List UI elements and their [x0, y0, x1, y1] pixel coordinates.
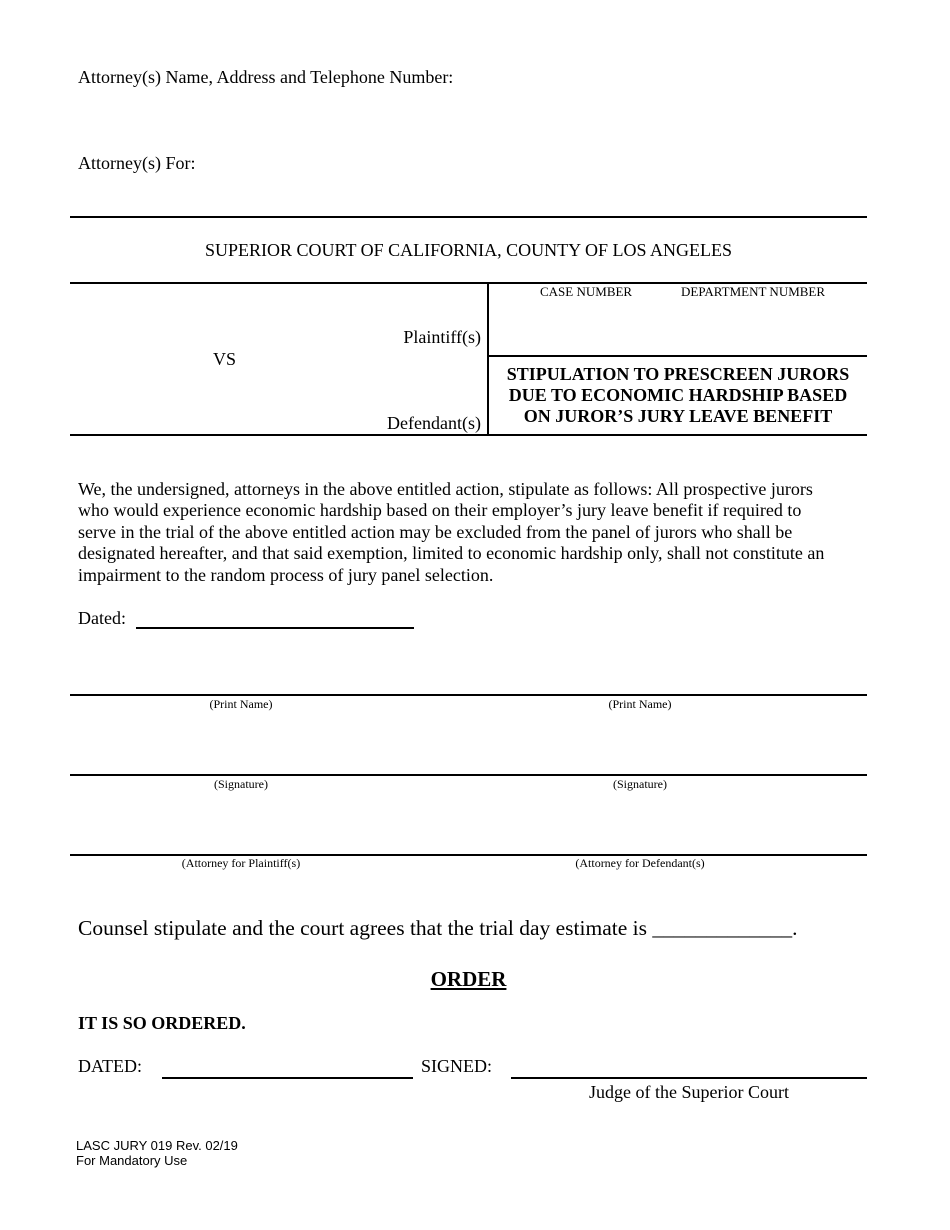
form-title-line2: DUE TO ECONOMIC HARDSHIP BASED [508, 385, 848, 405]
judge-label: Judge of the Superior Court [589, 1082, 789, 1102]
department-number-label: DEPARTMENT NUMBER [681, 284, 826, 299]
attorney-info-label: Attorney(s) Name, Address and Telephone Number: [78, 67, 454, 87]
plaintiff-label: Plaintiff(s) [403, 327, 481, 347]
signature-right-caption: (Signature) [613, 777, 667, 791]
defendant-label: Defendant(s) [387, 413, 481, 433]
attorney-defendant-caption: (Attorney for Defendant(s) [575, 856, 705, 870]
print-name-line[interactable] [70, 694, 867, 696]
judge-signature-field[interactable] [511, 1077, 867, 1079]
form-id: LASC JURY 019 Rev. 02/19 [76, 1138, 238, 1153]
paragraph-line: who would experience economic hardship based on their employer’s jury leave benefit if required to [78, 500, 802, 521]
form-footer [76, 1138, 238, 1168]
form-title-line3: ON JUROR’S JURY LEAVE BENEFIT [523, 406, 833, 426]
order-heading: ORDER [430, 967, 507, 991]
order-dated-field[interactable] [162, 1077, 413, 1079]
form-title-line1: STIPULATION TO PRESCREEN JURORS [506, 364, 850, 384]
order-dated-label: DATED: [78, 1056, 142, 1076]
vs-label: VS [213, 349, 237, 369]
signature-left-caption: (Signature) [214, 777, 268, 791]
stipulation-paragraph [78, 479, 868, 586]
paragraph-line: We, the undersigned, attorneys in the above entitled action, stipulate as follows: All prospective jurors [78, 479, 813, 499]
paragraph-line: designated hereafter, and that said exemption, limited to economic hardship only, shall not constitute an [78, 543, 825, 564]
dated-label: Dated: [78, 608, 126, 628]
paragraph-line: serve in the trial of the above entitled action may be excluded from the panel of jurors who shall be [78, 521, 793, 542]
print-name-left-caption: (Print Name) [209, 697, 273, 711]
caption-bottom-rule [70, 434, 867, 436]
paragraph-line: impairment to the random process of jury panel selection. [78, 564, 494, 585]
trial-estimate-text: Counsel stipulate and the court agrees that the trial day estimate is _____________. [78, 916, 798, 940]
court-name: SUPERIOR COURT OF CALIFORNIA, COUNTY OF LOS ANGELES [205, 240, 732, 260]
case-number-label: CASE NUMBER [540, 284, 633, 299]
form-title [489, 364, 867, 427]
signature-line[interactable] [70, 774, 867, 776]
signed-label: SIGNED: [421, 1056, 492, 1076]
attorney-for-label: Attorney(s) For: [78, 153, 196, 173]
top-rule [70, 216, 867, 218]
print-name-right-caption: (Print Name) [608, 697, 672, 711]
so-ordered-text: IT IS SO ORDERED. [78, 1013, 246, 1033]
dated-field[interactable] [136, 627, 414, 629]
attorney-plaintiff-caption: (Attorney for Plaintiff(s) [181, 856, 301, 870]
case-number-rule [488, 355, 867, 357]
form-usage: For Mandatory Use [76, 1153, 188, 1168]
